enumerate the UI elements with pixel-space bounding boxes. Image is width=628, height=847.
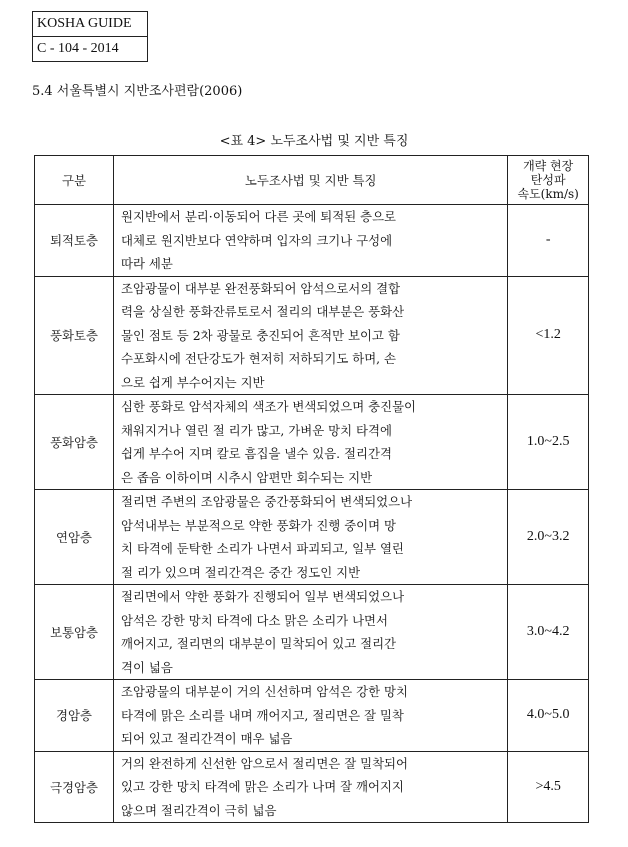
table-row xyxy=(35,276,589,395)
description-line: 원지반에서 분리·이동되어 다른 곳에 퇴적된 층으로 xyxy=(121,209,397,224)
row-description xyxy=(114,585,508,680)
row-category: 퇴적토층 xyxy=(35,205,114,277)
header-velocity-line: 탄성파 xyxy=(530,173,566,187)
row-category: 극경암층 xyxy=(35,751,114,823)
description-line: 절리면 주변의 조암광물은 중간풍화되어 변색되었으나 xyxy=(121,494,413,509)
description-line: 심한 풍화로 암석자체의 색조가 변색되었으며 충진물이 xyxy=(121,399,417,414)
description-line: 절리면에서 약한 풍화가 진행되어 일부 변색되었으나 xyxy=(121,589,405,604)
section-title: 5.4 서울특별시 지반조사편람(2006) xyxy=(32,84,243,99)
description-line: 채워지거나 열린 절 리가 많고, 가벼운 망치 타격에 xyxy=(121,422,392,438)
row-velocity: 4.0~5.0 xyxy=(508,680,589,752)
description-line: 거의 완전하게 신선한 암으로서 절리면은 잘 밀착되어 xyxy=(121,755,408,771)
table-body xyxy=(35,205,589,823)
header-velocity-line: 속도(km/s) xyxy=(517,187,579,201)
row-velocity: 2.0~3.2 xyxy=(508,490,589,585)
guide-header-box xyxy=(32,11,148,62)
table-row xyxy=(35,585,589,680)
rock-classification-table xyxy=(34,155,589,823)
guide-title: KOSHA GUIDE xyxy=(37,16,132,31)
description-line: 수포화시에 전단강도가 현저히 저하되기도 하며, 손 xyxy=(121,351,397,366)
row-velocity: - xyxy=(508,205,589,277)
description-line: 조암광물의 대부분이 거의 신선하며 암석은 강한 망치 xyxy=(121,684,408,699)
row-description xyxy=(114,680,508,752)
row-category: 경암층 xyxy=(35,680,114,752)
table-row xyxy=(35,680,589,752)
row-velocity: 1.0~2.5 xyxy=(508,395,589,490)
row-description xyxy=(114,490,508,585)
row-category: 풍화암층 xyxy=(35,395,114,490)
header-velocity xyxy=(508,156,589,205)
description-line: 되어 있고 절리간격이 매우 넓음 xyxy=(121,731,293,746)
row-description xyxy=(114,205,508,277)
row-velocity: 3.0~4.2 xyxy=(508,585,589,680)
row-category: 연암층 xyxy=(35,490,114,585)
table-row xyxy=(35,395,589,490)
header-velocity-line: 개략 현장 xyxy=(523,159,574,173)
description-line: 력을 상실한 풍화잔류토로서 절리의 대부분은 풍화산 xyxy=(121,304,405,319)
table-row xyxy=(35,751,589,823)
description-line: 조암광물이 대부분 완전풍화되어 암석으로서의 결합 xyxy=(121,280,401,296)
description-line: 암석내부는 부분적으로 약한 풍화가 진행 중이며 망 xyxy=(121,517,397,533)
guide-code: C - 104 - 2014 xyxy=(33,36,147,61)
header-category: 구분 xyxy=(35,156,114,205)
description-line: 절 리가 있으며 절리간격은 중간 정도인 지반 xyxy=(121,564,361,580)
description-line: 격이 넓음 xyxy=(121,659,173,675)
row-description xyxy=(114,751,508,823)
row-velocity: <1.2 xyxy=(508,276,589,395)
table-row xyxy=(35,490,589,585)
table-row xyxy=(35,205,589,277)
description-line: 깨어지고, 절리면의 대부분이 밀착되어 있고 절리간 xyxy=(121,636,397,651)
description-line: 않으며 절리간격이 극히 넓음 xyxy=(121,802,277,818)
table-caption: <표 4> 노두조사법 및 지반 특징 xyxy=(219,134,409,149)
description-line: 타격에 맑은 소리를 내며 깨어지고, 절리면은 잘 밀착 xyxy=(121,707,404,723)
row-category: 풍화토층 xyxy=(35,276,114,395)
row-description xyxy=(114,276,508,395)
description-line: 은 좁음 이하이며 시추시 암편만 회수되는 지반 xyxy=(121,469,373,485)
description-line: 물인 점토 등 2차 광물로 충진되어 흔적만 보이고 함 xyxy=(121,327,400,343)
description-line: 암석은 강한 망치 타격에 다소 맑은 소리가 나면서 xyxy=(121,612,388,628)
row-category: 보통암층 xyxy=(35,585,114,680)
description-line: 으로 쉽게 부수어지는 지반 xyxy=(121,374,265,390)
header-features: 노두조사법 및 지반 특징 xyxy=(114,156,508,205)
description-line: 치 타격에 둔탁한 소리가 나면서 파괴되고, 일부 열린 xyxy=(121,541,404,556)
row-velocity: >4.5 xyxy=(508,751,589,823)
row-description xyxy=(114,395,508,490)
description-line: 있고 강한 망치 타격에 맑은 소리가 나며 잘 깨어지지 xyxy=(121,779,404,794)
table-header-row xyxy=(35,156,589,205)
description-line: 대체로 원지반보다 연약하며 입자의 크기나 구성에 xyxy=(121,232,393,248)
description-line: 따라 세분 xyxy=(121,256,173,271)
description-line: 쉽게 부수어 지며 칼로 흠집을 낼수 있음. 절리간격 xyxy=(121,446,392,461)
